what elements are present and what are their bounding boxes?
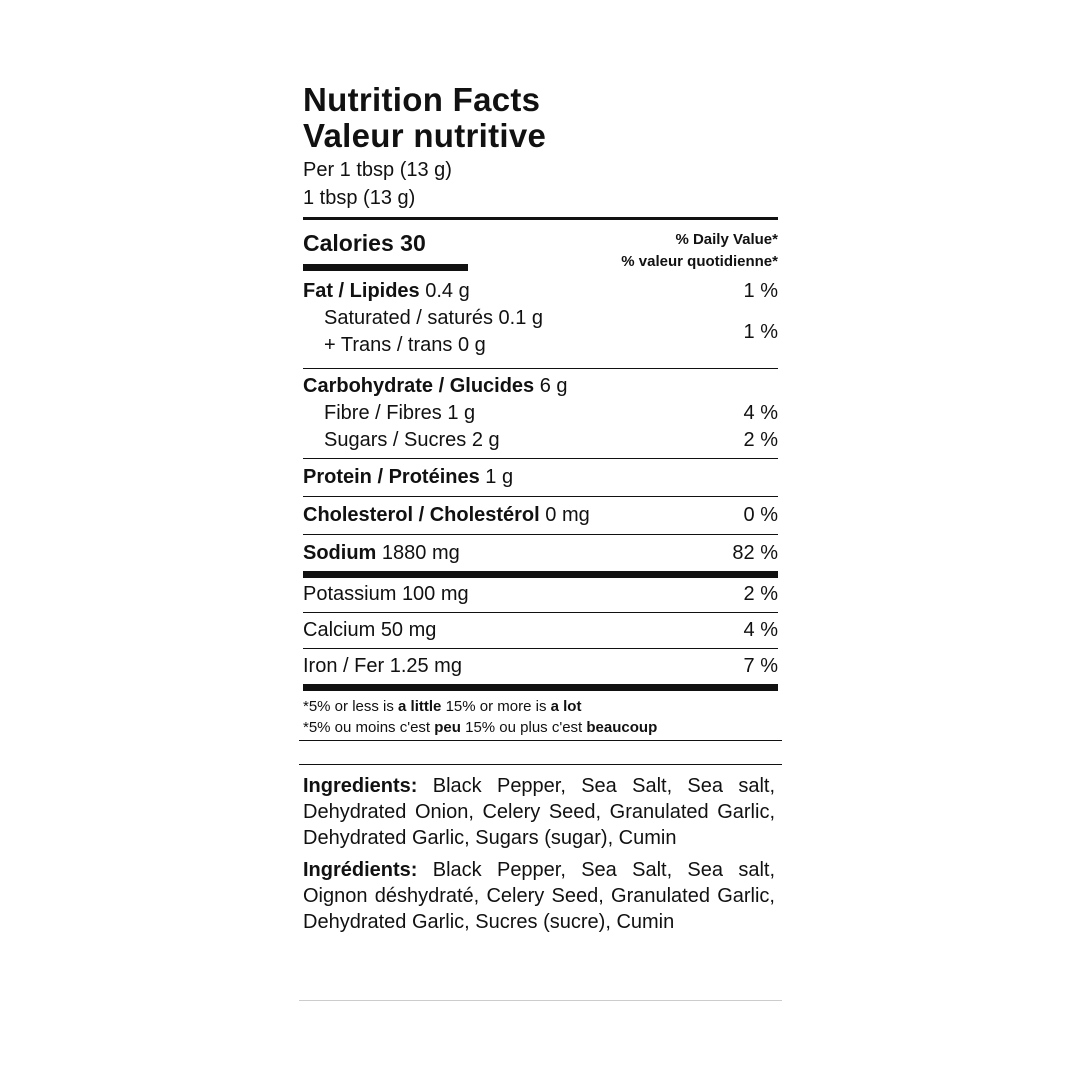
fibre-amount: 1 g bbox=[447, 402, 476, 424]
calories-row bbox=[303, 220, 778, 276]
calcium-amount: 50 mg bbox=[380, 619, 437, 641]
potassium-pct: 2 % bbox=[743, 583, 778, 605]
calories bbox=[303, 230, 426, 257]
fat-amount: 0.4 g bbox=[425, 280, 470, 302]
cholesterol-amount: 0 mg bbox=[545, 504, 590, 526]
footnote-text: 15% or more is bbox=[445, 698, 547, 715]
sodium-pct: 82 % bbox=[732, 542, 778, 564]
divider bbox=[303, 534, 778, 535]
saturated-row bbox=[303, 305, 778, 332]
footnote-text: 15% ou plus c'est bbox=[465, 719, 583, 736]
ingredients-en bbox=[303, 773, 775, 851]
ingredients-en-label: Ingredients: bbox=[303, 775, 418, 797]
thick-divider bbox=[303, 571, 778, 578]
footnote-emphasis: a little bbox=[398, 698, 442, 715]
divider bbox=[303, 612, 778, 613]
calories-label: Calories bbox=[303, 230, 394, 256]
footnote-text: *5% ou moins c'est bbox=[303, 719, 431, 736]
sugars-pct: 2 % bbox=[743, 429, 778, 451]
saturated-label: Saturated / saturés bbox=[324, 307, 493, 329]
sugars-row bbox=[303, 427, 778, 454]
iron-row bbox=[303, 653, 778, 680]
divider bbox=[299, 764, 782, 765]
protein-row bbox=[303, 464, 778, 491]
serving-size-en: Per 1 tbsp (13 g) bbox=[303, 159, 452, 181]
iron-amount: 1.25 mg bbox=[389, 655, 462, 677]
footnote-fr bbox=[303, 717, 778, 738]
ingredients-fr-label: Ingrédients: bbox=[303, 859, 418, 881]
ingredients-en-text: Black Pepper, Sea Salt, Sea salt, Dehydrated Onion, Celery Seed, Granulated Garlic, Dehydrated Garlic, Sugars (sugar), Cumin bbox=[303, 775, 775, 849]
cholesterol-label: Cholesterol / Cholestérol bbox=[303, 504, 540, 526]
sat-trans-pct: 1 % bbox=[743, 321, 778, 343]
carb-label: Carbohydrate / Glucides bbox=[303, 375, 535, 397]
potassium-label: Potassium bbox=[303, 583, 397, 605]
divider bbox=[303, 496, 778, 497]
fat-label: Fat / Lipides bbox=[303, 280, 420, 302]
protein-amount: 1 g bbox=[485, 466, 514, 488]
divider bbox=[303, 648, 778, 649]
title-en: Nutrition Facts bbox=[303, 81, 541, 118]
title-fr: Valeur nutritive bbox=[303, 117, 547, 154]
footnote-emphasis: beaucoup bbox=[586, 719, 658, 736]
sugars-amount: 2 g bbox=[471, 429, 500, 451]
ingredients-section bbox=[303, 773, 775, 935]
trans-amount: 0 g bbox=[457, 334, 486, 356]
carb-amount: 6 g bbox=[539, 375, 568, 397]
calcium-pct: 4 % bbox=[743, 619, 778, 641]
calcium-label: Calcium bbox=[303, 619, 376, 641]
fat-row bbox=[303, 278, 778, 305]
protein-label: Protein / Protéines bbox=[303, 466, 480, 488]
trans-row bbox=[303, 332, 778, 359]
sugars-label: Sugars / Sucres bbox=[324, 429, 467, 451]
fibre-label: Fibre / Fibres bbox=[324, 402, 442, 424]
sodium-row bbox=[303, 540, 778, 567]
footnote-emphasis: a lot bbox=[550, 698, 582, 715]
iron-label: Iron / Fer bbox=[303, 655, 385, 677]
potassium-amount: 100 mg bbox=[401, 583, 469, 605]
footnote-emphasis: peu bbox=[434, 719, 461, 736]
iron-pct: 7 % bbox=[743, 655, 778, 677]
fibre-pct: 4 % bbox=[743, 402, 778, 424]
calories-value: 30 bbox=[400, 230, 426, 256]
sodium-amount: 1880 mg bbox=[381, 542, 460, 564]
sodium-label: Sodium bbox=[303, 542, 377, 564]
ingredients-fr bbox=[303, 857, 775, 935]
carb-row bbox=[303, 373, 778, 400]
ingredients-fr-text: Black Pepper, Sea Salt, Sea salt, Oignon déshydraté, Celery Seed, Granulated Garlic, Dehydrated Garlic, Sucres (sucre), Cumin bbox=[303, 859, 775, 933]
fat-pct: 1 % bbox=[743, 280, 778, 302]
potassium-row bbox=[303, 581, 778, 608]
divider bbox=[299, 1000, 782, 1001]
fibre-row bbox=[303, 400, 778, 427]
saturated-amount: 0.1 g bbox=[498, 307, 544, 329]
serving-size-fr: 1 tbsp (13 g) bbox=[303, 187, 416, 209]
cholesterol-row bbox=[303, 502, 778, 529]
daily-value-header bbox=[621, 229, 778, 273]
sat-trans-group bbox=[303, 305, 778, 359]
divider bbox=[303, 458, 778, 459]
cholesterol-pct: 0 % bbox=[743, 504, 778, 526]
divider bbox=[303, 368, 778, 369]
calories-bar bbox=[303, 264, 468, 271]
calcium-row bbox=[303, 617, 778, 644]
thick-divider bbox=[303, 684, 778, 691]
footnote-en bbox=[303, 696, 778, 717]
trans-label: + Trans / trans bbox=[324, 334, 453, 356]
nutrition-facts-label bbox=[303, 82, 778, 738]
footnote-text: *5% or less is bbox=[303, 698, 394, 715]
divider bbox=[299, 740, 782, 741]
daily-value-fr: % valeur quotidienne* bbox=[621, 253, 778, 270]
daily-value-en: % Daily Value* bbox=[675, 231, 778, 248]
